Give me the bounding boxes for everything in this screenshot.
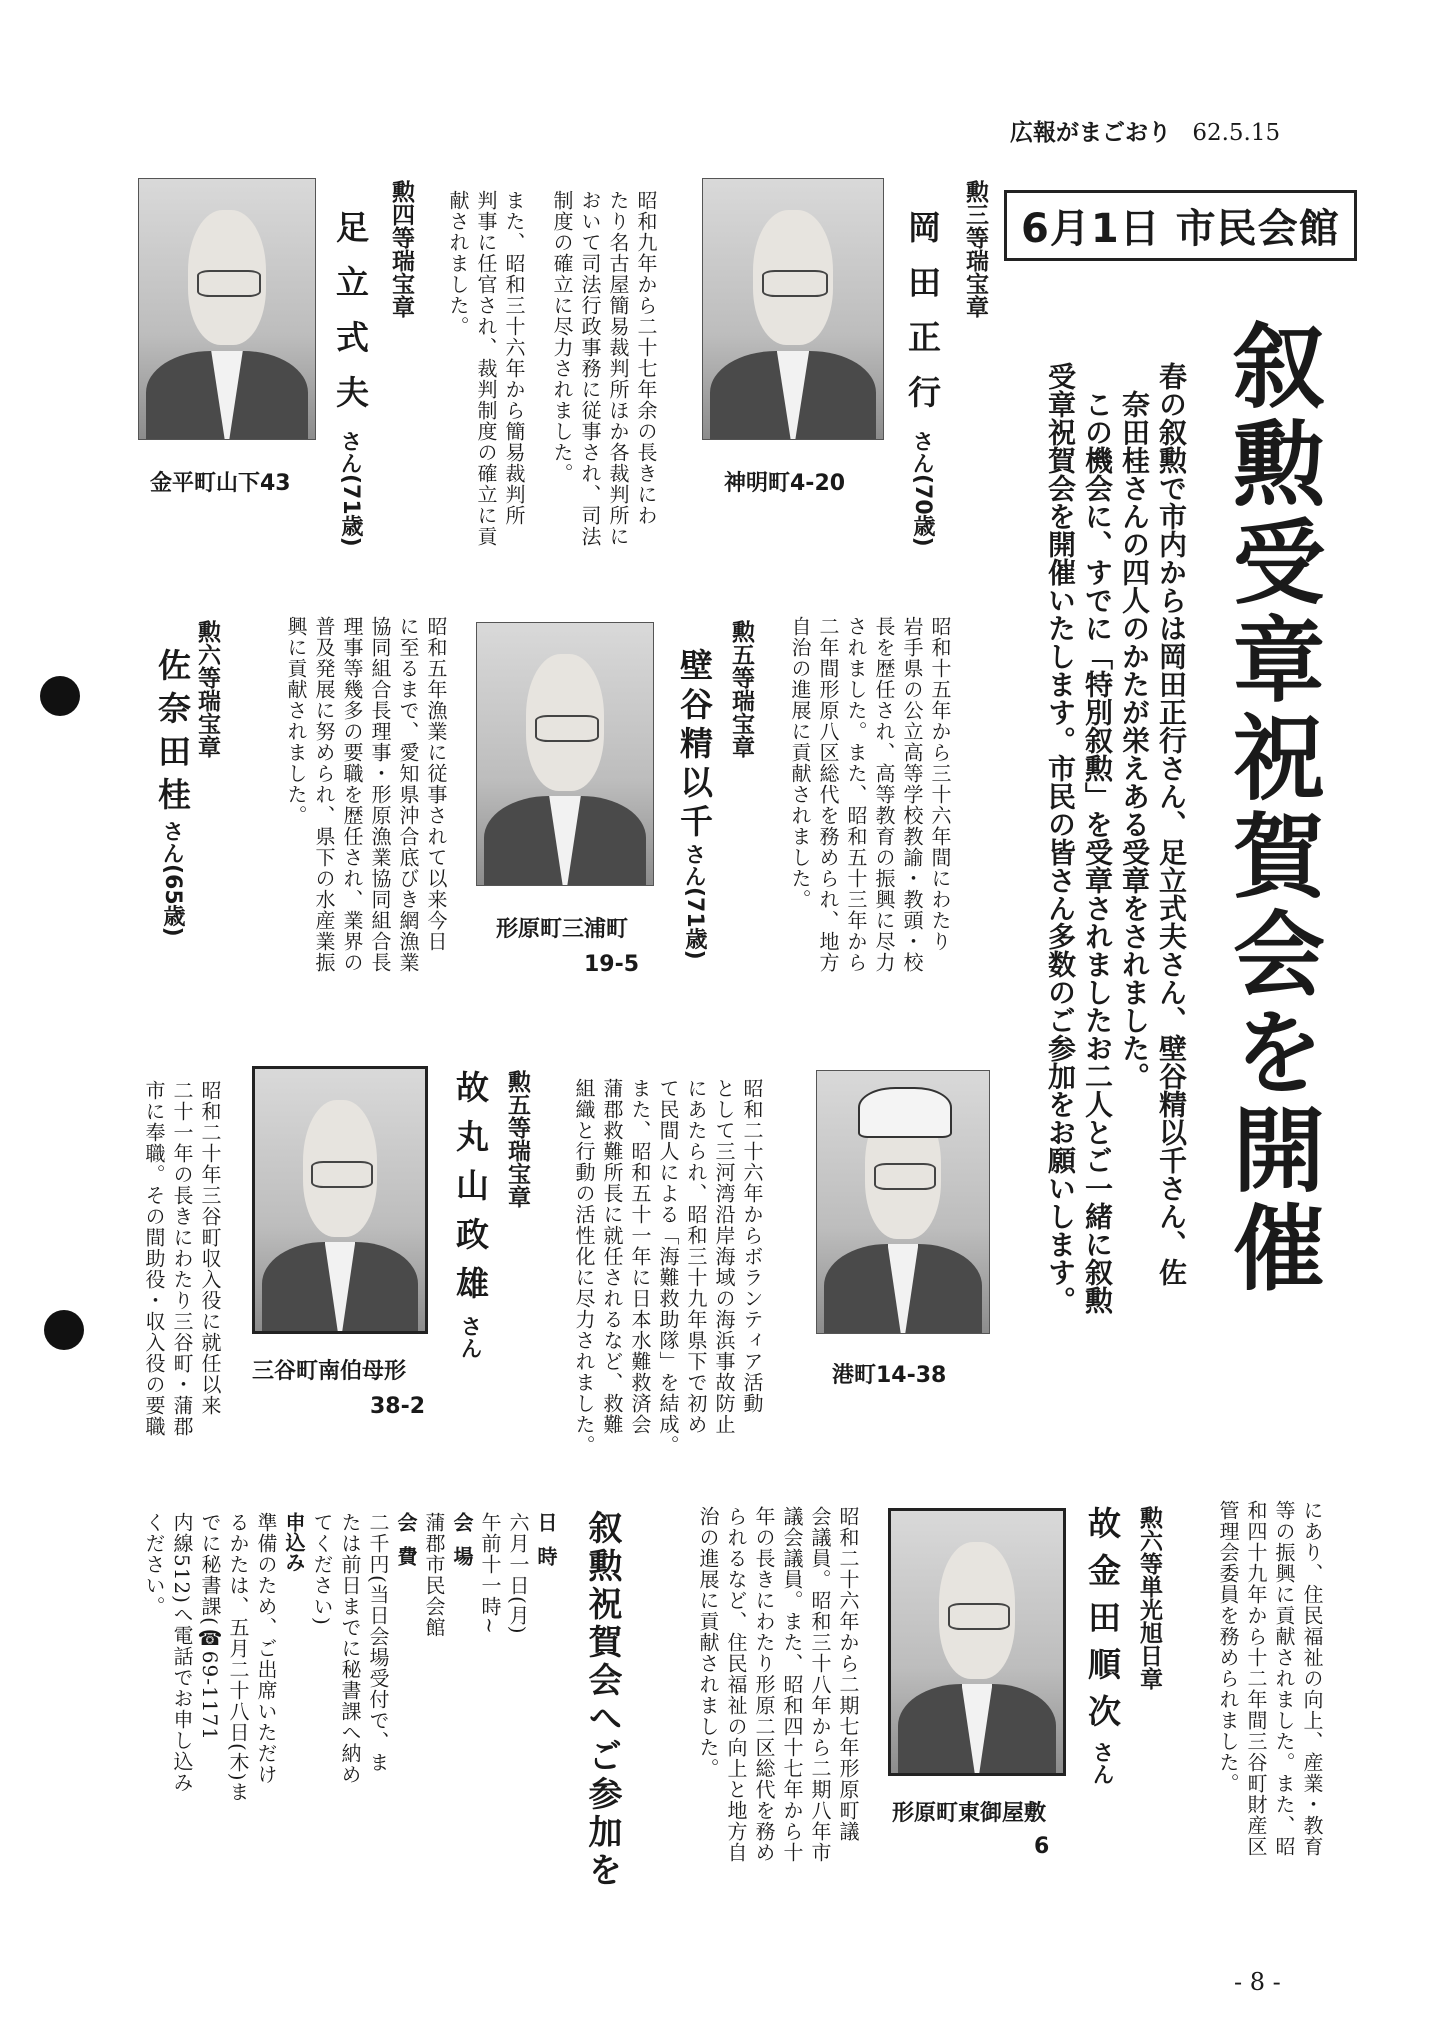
punch-hole — [44, 1310, 84, 1350]
kaneda-address-line1: 形原町東御屋敷 — [892, 1801, 1047, 1826]
intro-line: 奈田桂さんの四人のかたが栄えある受章をされました。 — [1118, 390, 1151, 1090]
event-row-fee: 会費 二千円(当日会場受付で、ま たは前日までに秘書課へ納め てください) — [310, 1512, 418, 1785]
kabeya-name: 壁谷精以千さん(71歳) — [675, 648, 714, 960]
kaneda-photo — [888, 1508, 1066, 1776]
maruyama-address-line2: 38-2 — [370, 1394, 426, 1419]
okada-address: 神明町4-20 — [724, 471, 846, 496]
event-row-datetime: 日時 六月一日(月) 午前十一時~ — [478, 1512, 558, 1635]
kabeya-address-line2: 19-5 — [584, 952, 640, 977]
kabeya-address-line1: 形原町三浦町 — [496, 917, 629, 942]
event-row-venue: 会場 蒲郡市民会館 — [422, 1512, 474, 1638]
coast-photo — [816, 1070, 990, 1334]
intro-line: 春の叙勲で市内からは岡田正行さん、足立式夫さん、壁谷精以千さん、佐 — [1155, 362, 1188, 1286]
okada-photo — [702, 178, 884, 440]
intro-line: 受章祝賀会を開催いたします。市民の皆さん多数のご参加をお願いします。 — [1044, 362, 1077, 1314]
event-info — [140, 1512, 560, 1932]
adachi-award: 勲四等瑞宝章 — [388, 180, 415, 318]
adachi-photo — [138, 178, 316, 440]
adachi-name: 足立式夫さん(71歳) — [331, 210, 370, 547]
publication-date: 62.5.15 — [1192, 120, 1281, 146]
okada-award: 勲三等瑞宝章 — [962, 180, 989, 318]
kaneda-address-line2: 6 — [1034, 1834, 1050, 1859]
coast-address: 港町14-38 — [832, 1363, 947, 1388]
intro-line: この機会に、すでに「特別叙勲」を受章されましたお二人とご一緒に叙勲 — [1081, 390, 1114, 1314]
sanada-name: 佐奈田桂さん(65歳) — [153, 648, 192, 937]
adachi-bio: また、昭和三十六年から簡易裁判所 判事に任官され、裁判制度の確立に貢 献されました。 — [446, 190, 526, 547]
sanada-award: 勲六等瑞宝章 — [194, 620, 221, 758]
maruyama-bio: 昭和二十年三谷町収入役に就任以来 二十一年の長きにわたり三谷町・蒲郡 市に奉職。その間助役・収入役の要職 — [142, 1080, 222, 1437]
coast-bio: 昭和二十六年からボランティア活動 として三河湾沿岸海域の海浜事故防止 にあたられ、昭和三十九年県下で初め て民間人による「海難救助隊」を結成。 また、昭和五十一年に日本水難救済会 蒲郡救難所長に就任されるなど、救難 組織と行動の活性化に尽力されました。 — [572, 1078, 764, 1456]
event-title: 叙勲祝賀会へご参加を — [582, 1510, 622, 1890]
kabeya-bio: 昭和十五年から三十六年間にわたり 岩手県の公立高等学校教諭・教頭・校 長を歴任され、高等教育の振興に尽力 されました。また、昭和五十三年から 二年間形原八区総代を務められ、地方 自治の進展に貢献されました。 — [788, 616, 952, 973]
kaneda-name: 故金田順次さん — [1083, 1506, 1122, 1785]
sanada-bio: 昭和五年漁業に従事されて以来今日 に至るまで、愛知県沖合底びき網漁業 協同組合長理事・形原漁業協同組合長 理事等幾多の要職を歴任され、業界の 普及発展に努められ、県下の水産業振 興に貢献されました。 — [284, 616, 448, 973]
maruyama-name: 故丸山政雄さん — [451, 1070, 490, 1359]
adachi-address: 金平町山下43 — [150, 471, 291, 496]
okada-bio: 昭和九年から二十七年余の長きにわ たり名古屋簡易裁判所ほか各裁判所に おいて司法行政事務に従事され、司法 制度の確立に尽力されました。 — [550, 190, 658, 547]
okada-name: 岡田正行さん(70歳) — [903, 210, 942, 547]
event-row-apply: 申込み 準備のため、ご出席いただけ るかたは、五月二十八日(木)ま でに秘書課(☎69-1171 内線512)へ電話でお申し込み ください。 — [142, 1512, 306, 1803]
kaneda-bio-continued: にあり、住民福祉の向上、産業・教育 等の振興に貢献されました。また、昭 和四十九年から十二年間三谷町財産区 管理会委員を務められました。 — [1216, 1500, 1324, 1857]
intro-text — [1042, 362, 1190, 1422]
publication-header — [1010, 114, 1280, 147]
publication-name: 広報がまごおり — [1010, 120, 1171, 146]
maruyama-photo — [252, 1066, 428, 1334]
page-number: - 8 - — [1234, 1968, 1281, 1996]
headline: 叙勲受章祝賀会を開催 — [1218, 318, 1326, 1298]
maruyama-award: 勲五等瑞宝章 — [504, 1070, 531, 1208]
punch-hole — [40, 676, 80, 716]
kaneda-award: 勲六等単光旭日章 — [1136, 1506, 1163, 1690]
kabeya-photo — [476, 622, 654, 886]
kabeya-award: 勲五等瑞宝章 — [728, 620, 755, 758]
kaneda-bio: 昭和二十六年から二期七年形原町議 会議員。昭和三十八年から二期八年市 議会議員。また、昭和四十七年から十 年の長きにわたり形原二区総代を務め られるなど、住民福祉の向上と地方自 治の進展に貢献されました。 — [696, 1506, 860, 1863]
maruyama-address-line1: 三谷町南伯母形 — [252, 1359, 407, 1384]
event-badge: 6月1日 市民会館 — [1004, 190, 1357, 261]
